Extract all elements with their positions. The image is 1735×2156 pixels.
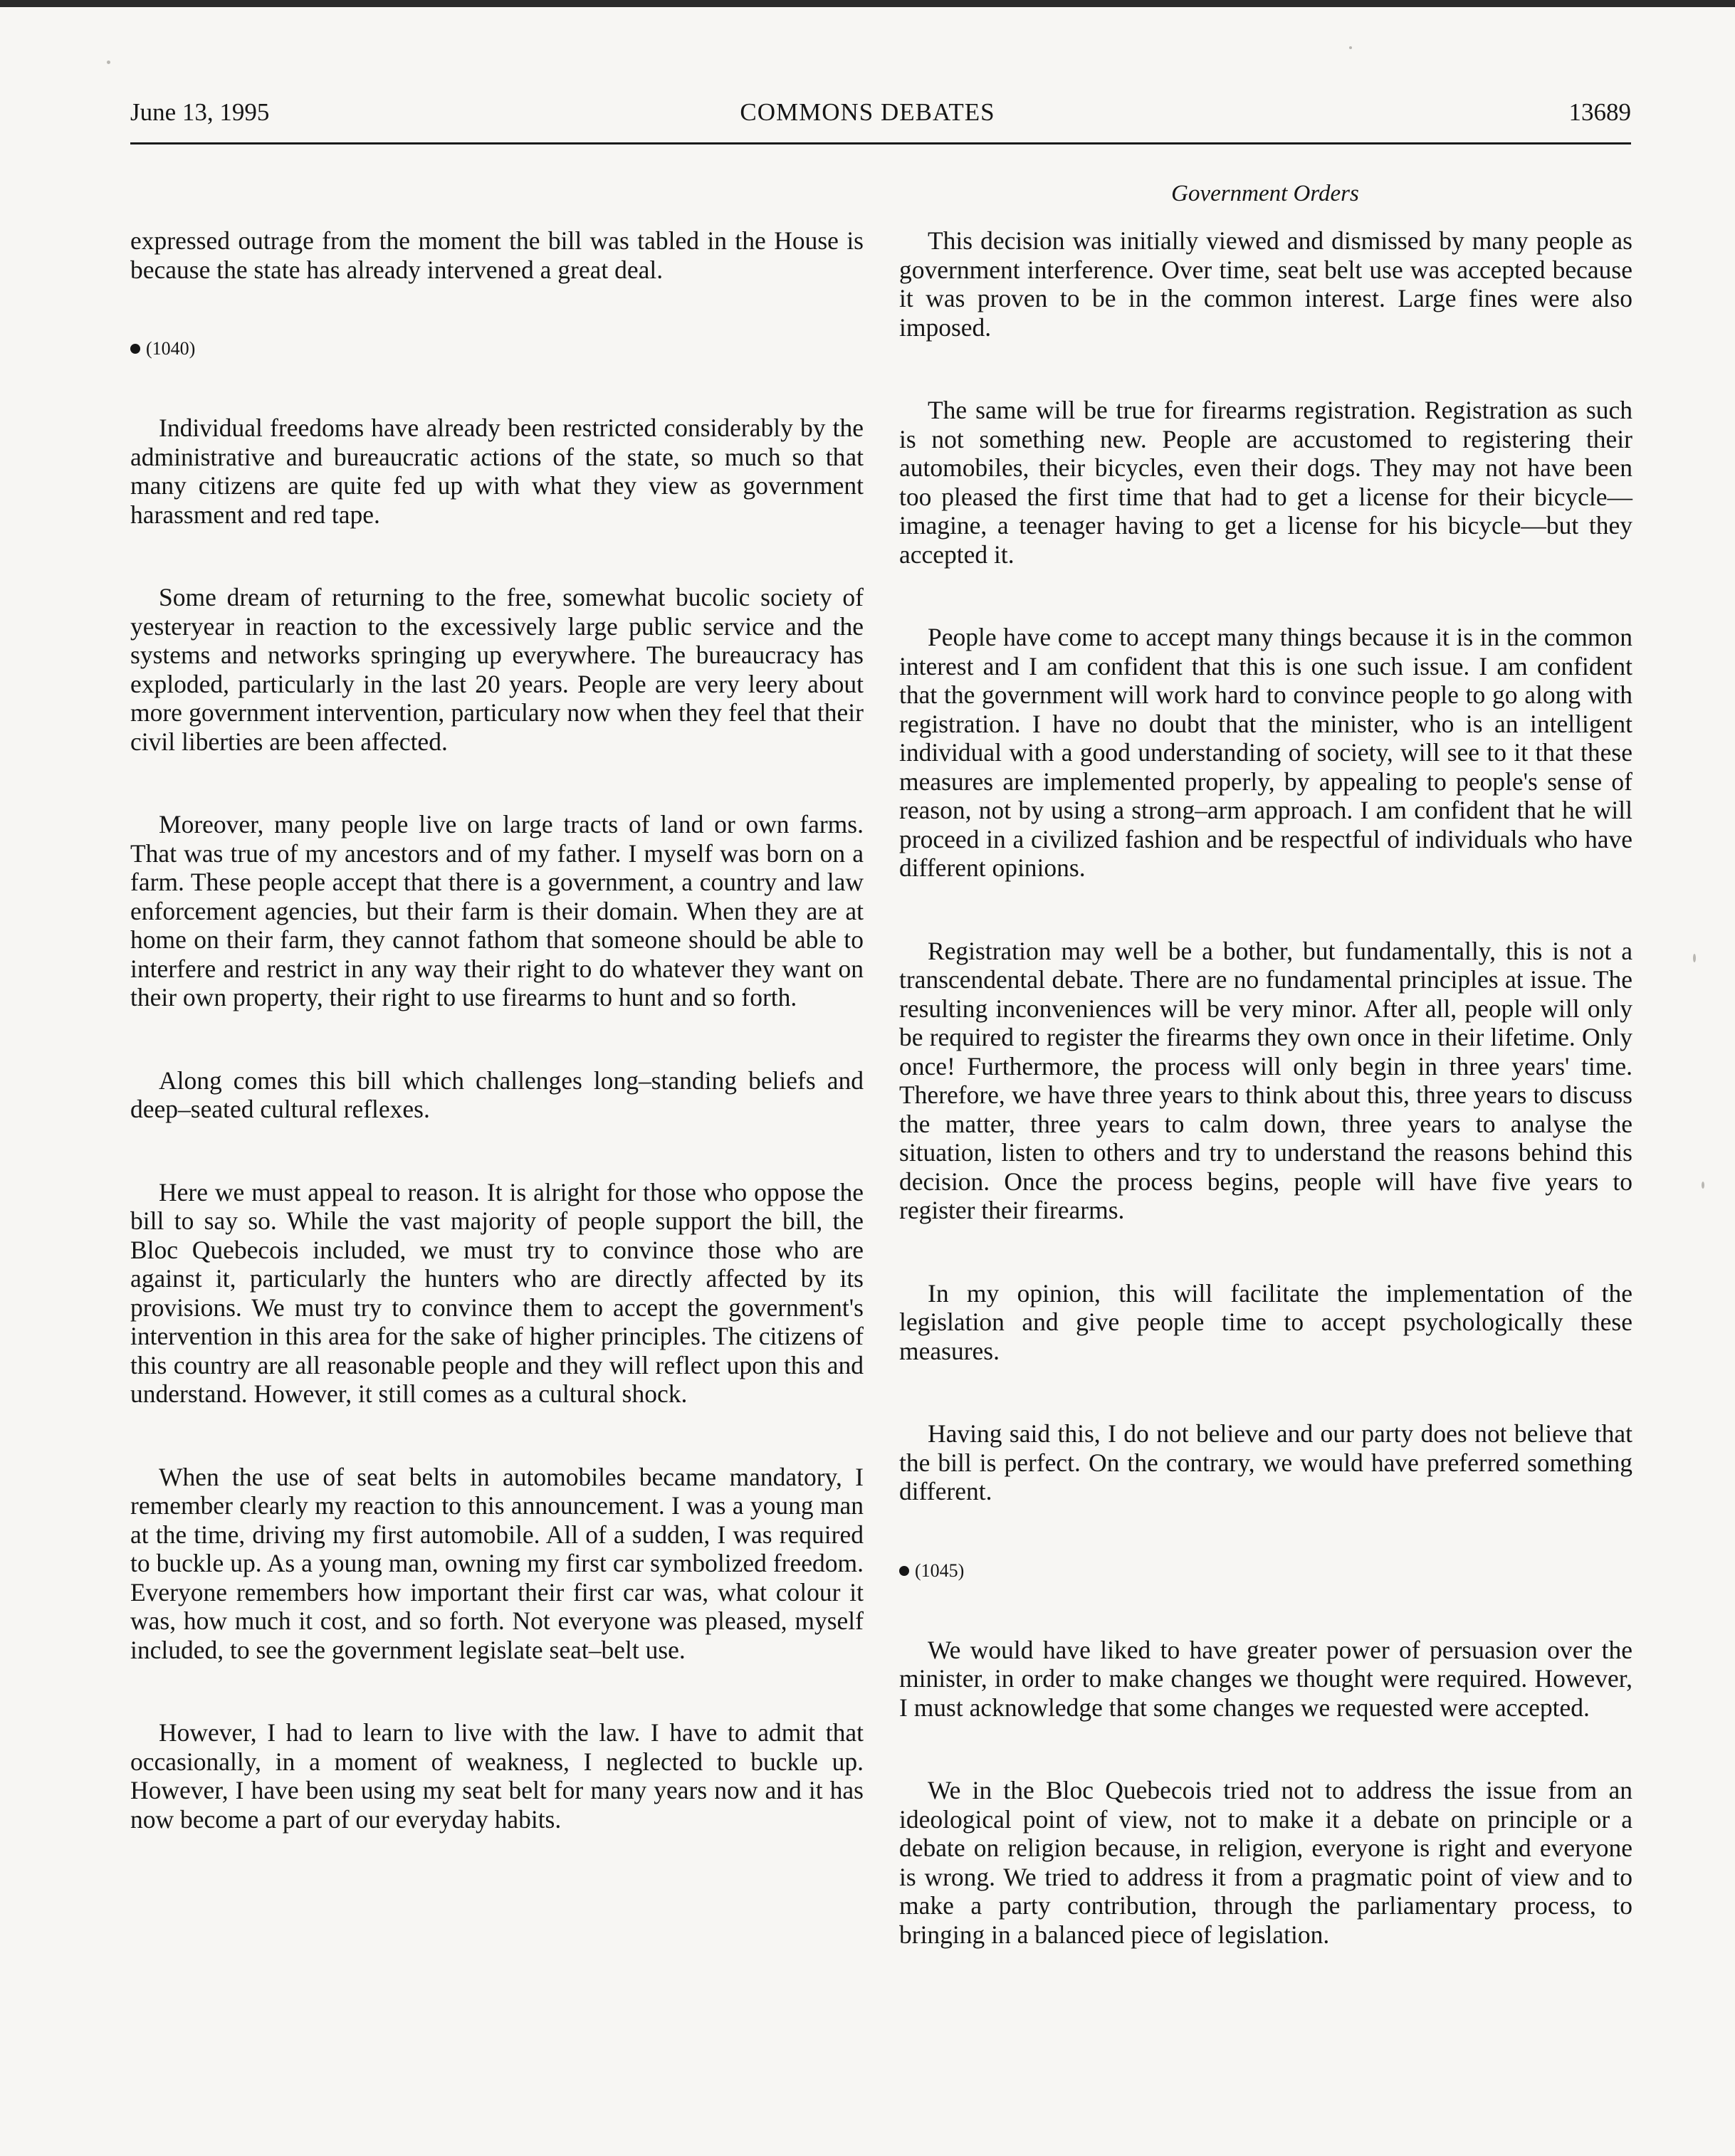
right-paragraph-2: The same will be true for firearms registration. Registration as such is not something new. People are accustomed to registering their automobiles, their bicycles, even their dogs. They may not have been too pleased the first time that had to get a license for their bicycle—imagine, a teenager having to get a license for his bicycle—but they accepted it. <box>899 396 1632 569</box>
left-paragraph-8: However, I had to learn to live with the law. I have to admit that occasionally, in a moment of weakness, I neglected to buckle up. However, I have been using my seat belt for many years now and it has now become a part of our everyday habits. <box>130 1718 864 1834</box>
scan-speck <box>107 61 110 64</box>
left-paragraph-1: expressed outrage from the moment the bill was tabled in the House is because the state has already intervened a great deal. <box>130 226 864 284</box>
time-marker-1045 <box>899 1560 1632 1582</box>
right-paragraph-1: This decision was initially viewed and dismissed by many people as government interference. Over time, seat belt use was accepted because it was proven to be in the common interest. Large fines were also imposed. <box>899 226 1632 342</box>
right-paragraph-6: Having said this, I do not believe and our party does not believe that the bill is perfect. On the contrary, we would have preferred something different. <box>899 1419 1632 1505</box>
left-paragraph-4: Moreover, many people live on large tracts of land or own farms. That was true of my ancestors and of my father. I myself was born on a farm. These people accept that there is a government, a country and law enforcement agencies, but their farm is their domain. When they are at home on their farm, they cannot fathom that someone should be able to interfere and restrict in any way their right to do whatever they want on their own property, their right to use firearms to hunt and so forth. <box>130 810 864 1011</box>
section-label: Government Orders <box>1171 181 1359 206</box>
right-column <box>899 226 1632 2003</box>
right-paragraph-4: Registration may well be a bother, but fundamentally, this is not a transcendental debate. There are no fundamental principles at issue. The resulting inconveniences will be very minor. After all, people will only be required to register the firearms they own once in their lifetime. Only once! Furthermore, the process will only begin in three years' time. Therefore, we have three years to think about this, three years to discuss the matter, three years to calm down, three years to analyse the situation, listen to others and try to understand the reasons behind this decision. Once the process begins, people will have five years to register their firearms. <box>899 936 1632 1224</box>
left-paragraph-7: When the use of seat belts in automobiles became mandatory, I remember clearly my reaction to this announcement. I was a young man at the time, driving my first automobile. All of a sudden, I was required to buckle up. As a young man, owning my first car symbolized freedom. Everyone remembers how important their first car was, what colour it was, how much it cost, and so forth. Not everyone was pleased, myself included, to see the government legislate seat–belt use. <box>130 1462 864 1664</box>
time-marker-1040 <box>130 338 864 359</box>
scan-top-edge <box>0 0 1735 7</box>
scan-speck <box>1702 1182 1704 1189</box>
left-paragraph-2: Individual freedoms have already been restricted considerably by the administrative and bureaucratic actions of the state, so much so that many citizens are quite fed up with what they view as government harassment and red tape. <box>130 414 864 529</box>
time-marker-text: (1040) <box>146 338 196 359</box>
left-paragraph-3: Some dream of returning to the free, somewhat bucolic society of yesteryear in reaction to the excessively large public service and the systems and networks springing up everywhere. The bureaucracy has exploded, particularly in the last 20 years. People are very leery about more government intervention, particulary now when they feel that their civil liberties are been affected. <box>130 583 864 756</box>
right-paragraph-7: We would have liked to have greater power of persuasion over the minister, in order to make changes we thought were required. However, I must acknowledge that some changes we requested were accepted. <box>899 1635 1632 1722</box>
left-paragraph-6: Here we must appeal to reason. It is alright for those who oppose the bill to say so. While the vast majority of people support the bill, the Bloc Quebecois included, we must try to convince those who are against it, particularly the hunters who are directly affected by its provisions. We must try to convince them to accept the government's intervention in this area for the sake of higher principles. The citizens of this country are all reasonable people and they will reflect upon this and understand. However, it still comes as a cultural shock. <box>130 1177 864 1408</box>
time-marker-text: (1045) <box>915 1560 965 1581</box>
bullet-icon <box>130 344 140 354</box>
header-rule <box>130 142 1631 144</box>
header-date: June 13, 1995 <box>130 98 270 126</box>
right-paragraph-3: People have come to accept many things because it is in the common interest and I am confident that this is one such issue. I am confident that the government will work hard to convince people to go along with registration. I have no doubt that the minister, who is an intelligent individual with a good understanding of society, will see to it that these measures are implemented properly, by appealing to people's sense of reason, not by using a strong–arm approach. I am confident that he will proceed in a civilized fashion and be respectful of individuals who have different opinions. <box>899 623 1632 882</box>
left-paragraph-5: Along comes this bill which challenges long–standing beliefs and deep–seated cultural reflexes. <box>130 1066 864 1123</box>
scan-speck <box>1693 954 1696 962</box>
right-paragraph-5: In my opinion, this will facilitate the implementation of the legislation and give people time to accept psychologically these measures. <box>899 1278 1632 1365</box>
header-title: COMMONS DEBATES <box>740 98 995 126</box>
left-column <box>130 226 864 1888</box>
header-page-number: 13689 <box>1568 98 1631 126</box>
scan-speck <box>1349 46 1352 49</box>
bullet-icon <box>899 1566 909 1576</box>
right-paragraph-8: We in the Bloc Quebecois tried not to address the issue from an ideological point of view, not to make it a debate on principle or a debate on religion because, in religion, everyone is right and everyone is wrong. We tried to address it from a pragmatic point of view and to make a party contribution, through the parliamentary process, to bringing in a balanced piece of legislation. <box>899 1776 1632 1949</box>
